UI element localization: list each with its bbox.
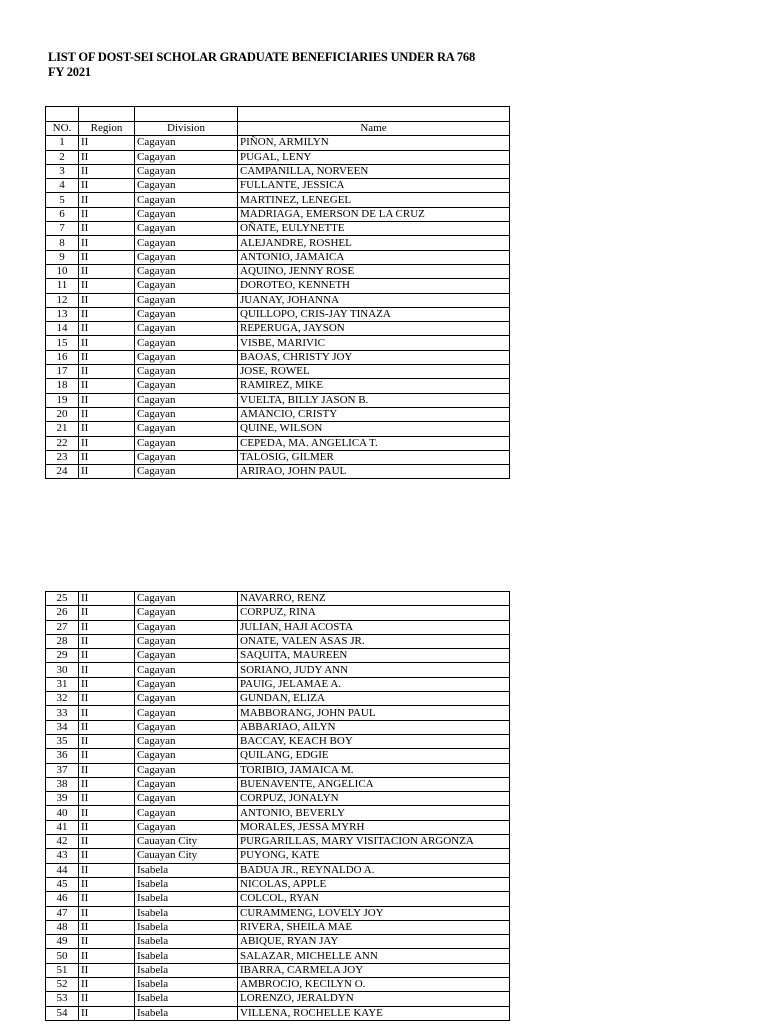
table-row bbox=[46, 863, 510, 877]
row-name: JUANAY, JOHANNA bbox=[238, 293, 510, 307]
row-division: Isabela bbox=[135, 906, 238, 920]
row-name: LORENZO, JERALDYN bbox=[238, 992, 510, 1006]
row-region: II bbox=[79, 663, 135, 677]
table-row bbox=[46, 222, 510, 236]
row-region: II bbox=[79, 1006, 135, 1020]
row-division: Cauayan City bbox=[135, 835, 238, 849]
row-region: II bbox=[79, 465, 135, 479]
row-no: 51 bbox=[46, 963, 79, 977]
row-division: Cagayan bbox=[135, 749, 238, 763]
row-region: II bbox=[79, 592, 135, 606]
row-region: II bbox=[79, 620, 135, 634]
table-row bbox=[46, 849, 510, 863]
row-name: NAVARRO, RENZ bbox=[238, 592, 510, 606]
document-title bbox=[48, 50, 475, 79]
row-division: Cagayan bbox=[135, 649, 238, 663]
table-blank-row bbox=[46, 107, 510, 122]
row-region: II bbox=[79, 992, 135, 1006]
row-region: II bbox=[79, 978, 135, 992]
row-name: BAOAS, CHRISTY JOY bbox=[238, 350, 510, 364]
row-no: 6 bbox=[46, 207, 79, 221]
header-region: Region bbox=[79, 122, 135, 136]
row-no: 7 bbox=[46, 222, 79, 236]
row-name: COLCOL, RYAN bbox=[238, 892, 510, 906]
row-division: Cagayan bbox=[135, 734, 238, 748]
table-row bbox=[46, 706, 510, 720]
row-name: AMANCIO, CRISTY bbox=[238, 407, 510, 421]
table-row bbox=[46, 207, 510, 221]
row-region: II bbox=[79, 720, 135, 734]
row-division: Cagayan bbox=[135, 777, 238, 791]
row-name: CEPEDA, MA. ANGELICA T. bbox=[238, 436, 510, 450]
row-no: 26 bbox=[46, 606, 79, 620]
table-row bbox=[46, 763, 510, 777]
row-division: Cagayan bbox=[135, 792, 238, 806]
row-region: II bbox=[79, 379, 135, 393]
row-no: 1 bbox=[46, 136, 79, 150]
row-no: 16 bbox=[46, 350, 79, 364]
table-row bbox=[46, 136, 510, 150]
table-row bbox=[46, 978, 510, 992]
row-division: Cagayan bbox=[135, 150, 238, 164]
row-region: II bbox=[79, 250, 135, 264]
row-division: Cagayan bbox=[135, 322, 238, 336]
beneficiaries-table-part-2 bbox=[45, 591, 510, 1021]
table-row bbox=[46, 307, 510, 321]
table-row bbox=[46, 677, 510, 691]
table-row bbox=[46, 734, 510, 748]
row-division: Cagayan bbox=[135, 379, 238, 393]
row-division: Cagayan bbox=[135, 136, 238, 150]
row-name: ARIRAO, JOHN PAUL bbox=[238, 465, 510, 479]
row-no: 41 bbox=[46, 820, 79, 834]
row-no: 27 bbox=[46, 620, 79, 634]
row-division: Cagayan bbox=[135, 592, 238, 606]
row-region: II bbox=[79, 422, 135, 436]
row-no: 4 bbox=[46, 179, 79, 193]
table-row bbox=[46, 393, 510, 407]
row-no: 34 bbox=[46, 720, 79, 734]
row-no: 25 bbox=[46, 592, 79, 606]
row-no: 37 bbox=[46, 763, 79, 777]
row-division: Cagayan bbox=[135, 250, 238, 264]
row-name: RAMIREZ, MIKE bbox=[238, 379, 510, 393]
row-region: II bbox=[79, 606, 135, 620]
row-no: 8 bbox=[46, 236, 79, 250]
row-no: 22 bbox=[46, 436, 79, 450]
row-region: II bbox=[79, 692, 135, 706]
table-row bbox=[46, 336, 510, 350]
row-region: II bbox=[79, 706, 135, 720]
row-region: II bbox=[79, 393, 135, 407]
row-name: BADUA JR., REYNALDO A. bbox=[238, 863, 510, 877]
row-region: II bbox=[79, 849, 135, 863]
row-no: 9 bbox=[46, 250, 79, 264]
row-name: ONATE, VALEN ASAS JR. bbox=[238, 634, 510, 648]
row-region: II bbox=[79, 806, 135, 820]
row-region: II bbox=[79, 193, 135, 207]
table-row bbox=[46, 806, 510, 820]
table-row bbox=[46, 592, 510, 606]
row-division: Cagayan bbox=[135, 207, 238, 221]
row-region: II bbox=[79, 820, 135, 834]
row-no: 52 bbox=[46, 978, 79, 992]
row-name: CAMPANILLA, NORVEEN bbox=[238, 164, 510, 178]
row-region: II bbox=[79, 649, 135, 663]
row-no: 18 bbox=[46, 379, 79, 393]
row-no: 32 bbox=[46, 692, 79, 706]
row-region: II bbox=[79, 236, 135, 250]
table-row bbox=[46, 422, 510, 436]
row-no: 23 bbox=[46, 450, 79, 464]
row-no: 2 bbox=[46, 150, 79, 164]
row-name: OÑATE, EULYNETTE bbox=[238, 222, 510, 236]
row-region: II bbox=[79, 336, 135, 350]
row-name: RIVERA, SHEILA MAE bbox=[238, 920, 510, 934]
row-division: Isabela bbox=[135, 920, 238, 934]
row-name: TORIBIO, JAMAICA M. bbox=[238, 763, 510, 777]
row-division: Cagayan bbox=[135, 677, 238, 691]
row-name: PUGAL, LENY bbox=[238, 150, 510, 164]
row-region: II bbox=[79, 264, 135, 278]
row-name: ABBARIAO, AILYN bbox=[238, 720, 510, 734]
table-row bbox=[46, 663, 510, 677]
row-no: 11 bbox=[46, 279, 79, 293]
row-name: CURAMMENG, LOVELY JOY bbox=[238, 906, 510, 920]
table-row bbox=[46, 250, 510, 264]
row-no: 43 bbox=[46, 849, 79, 863]
row-region: II bbox=[79, 949, 135, 963]
table-row bbox=[46, 634, 510, 648]
table-row bbox=[46, 649, 510, 663]
row-name: MADRIAGA, EMERSON DE LA CRUZ bbox=[238, 207, 510, 221]
row-division: Isabela bbox=[135, 877, 238, 891]
row-name: BUENAVENTE, ANGELICA bbox=[238, 777, 510, 791]
row-no: 39 bbox=[46, 792, 79, 806]
row-division: Cagayan bbox=[135, 164, 238, 178]
row-no: 15 bbox=[46, 336, 79, 350]
row-no: 21 bbox=[46, 422, 79, 436]
row-division: Cagayan bbox=[135, 407, 238, 421]
row-name: GUNDAN, ELIZA bbox=[238, 692, 510, 706]
row-no: 19 bbox=[46, 393, 79, 407]
row-division: Isabela bbox=[135, 963, 238, 977]
row-name: VISBE, MARIVIC bbox=[238, 336, 510, 350]
row-division: Cagayan bbox=[135, 179, 238, 193]
row-region: II bbox=[79, 935, 135, 949]
row-region: II bbox=[79, 279, 135, 293]
table-row bbox=[46, 935, 510, 949]
table-row bbox=[46, 749, 510, 763]
row-division: Cagayan bbox=[135, 663, 238, 677]
row-region: II bbox=[79, 307, 135, 321]
row-region: II bbox=[79, 863, 135, 877]
table-row bbox=[46, 450, 510, 464]
row-name: SORIANO, JUDY ANN bbox=[238, 663, 510, 677]
row-name: ABIQUE, RYAN JAY bbox=[238, 935, 510, 949]
row-no: 20 bbox=[46, 407, 79, 421]
row-division: Cauayan City bbox=[135, 849, 238, 863]
row-division: Cagayan bbox=[135, 336, 238, 350]
row-no: 13 bbox=[46, 307, 79, 321]
table-row bbox=[46, 720, 510, 734]
row-name: PURGARILLAS, MARY VISITACION ARGONZA bbox=[238, 835, 510, 849]
row-no: 53 bbox=[46, 992, 79, 1006]
table-row bbox=[46, 949, 510, 963]
header-name: Name bbox=[238, 122, 510, 136]
row-division: Isabela bbox=[135, 863, 238, 877]
header-no: NO. bbox=[46, 122, 79, 136]
row-division: Cagayan bbox=[135, 422, 238, 436]
row-no: 31 bbox=[46, 677, 79, 691]
row-name: CORPUZ, JONALYN bbox=[238, 792, 510, 806]
row-region: II bbox=[79, 150, 135, 164]
beneficiaries-table-part-1 bbox=[45, 106, 510, 479]
table-row bbox=[46, 465, 510, 479]
row-no: 3 bbox=[46, 164, 79, 178]
row-name: QUILLOPO, CRIS-JAY TINAZA bbox=[238, 307, 510, 321]
table-row bbox=[46, 906, 510, 920]
row-division: Cagayan bbox=[135, 692, 238, 706]
table-row bbox=[46, 777, 510, 791]
row-no: 38 bbox=[46, 777, 79, 791]
table-row bbox=[46, 620, 510, 634]
row-region: II bbox=[79, 365, 135, 379]
row-division: Isabela bbox=[135, 978, 238, 992]
row-no: 36 bbox=[46, 749, 79, 763]
row-division: Cagayan bbox=[135, 620, 238, 634]
table-row bbox=[46, 279, 510, 293]
title-line-1: LIST OF DOST-SEI SCHOLAR GRADUATE BENEFICIARIES UNDER RA 768 bbox=[48, 50, 475, 64]
row-region: II bbox=[79, 322, 135, 336]
row-name: PIÑON, ARMILYN bbox=[238, 136, 510, 150]
row-name: AMBROCIO, KECILYN O. bbox=[238, 978, 510, 992]
row-name: VUELTA, BILLY JASON B. bbox=[238, 393, 510, 407]
row-no: 24 bbox=[46, 465, 79, 479]
table-row bbox=[46, 150, 510, 164]
row-division: Cagayan bbox=[135, 365, 238, 379]
row-name: QUILANG, EDGIE bbox=[238, 749, 510, 763]
row-division: Cagayan bbox=[135, 806, 238, 820]
row-division: Cagayan bbox=[135, 222, 238, 236]
table-row bbox=[46, 379, 510, 393]
table-row bbox=[46, 322, 510, 336]
row-no: 40 bbox=[46, 806, 79, 820]
row-name: MARTINEZ, LENEGEL bbox=[238, 193, 510, 207]
row-division: Cagayan bbox=[135, 350, 238, 364]
row-region: II bbox=[79, 179, 135, 193]
table-header-row bbox=[46, 122, 510, 136]
row-division: Cagayan bbox=[135, 720, 238, 734]
row-region: II bbox=[79, 634, 135, 648]
row-no: 30 bbox=[46, 663, 79, 677]
table-row bbox=[46, 992, 510, 1006]
row-region: II bbox=[79, 792, 135, 806]
table-row bbox=[46, 179, 510, 193]
table-row bbox=[46, 877, 510, 891]
row-no: 5 bbox=[46, 193, 79, 207]
row-no: 14 bbox=[46, 322, 79, 336]
row-division: Cagayan bbox=[135, 436, 238, 450]
row-no: 12 bbox=[46, 293, 79, 307]
row-name: BACCAY, KEACH BOY bbox=[238, 734, 510, 748]
row-region: II bbox=[79, 293, 135, 307]
table-row bbox=[46, 407, 510, 421]
row-name: MABBORANG, JOHN PAUL bbox=[238, 706, 510, 720]
row-division: Cagayan bbox=[135, 450, 238, 464]
row-region: II bbox=[79, 892, 135, 906]
table-row bbox=[46, 293, 510, 307]
table-row bbox=[46, 963, 510, 977]
row-region: II bbox=[79, 222, 135, 236]
row-no: 46 bbox=[46, 892, 79, 906]
row-division: Cagayan bbox=[135, 264, 238, 278]
table-row bbox=[46, 264, 510, 278]
row-no: 50 bbox=[46, 949, 79, 963]
row-no: 44 bbox=[46, 863, 79, 877]
title-line-2: FY 2021 bbox=[48, 64, 91, 79]
row-division: Cagayan bbox=[135, 465, 238, 479]
row-division: Cagayan bbox=[135, 279, 238, 293]
row-region: II bbox=[79, 164, 135, 178]
row-region: II bbox=[79, 450, 135, 464]
table-row bbox=[46, 820, 510, 834]
row-region: II bbox=[79, 734, 135, 748]
table-row bbox=[46, 792, 510, 806]
row-name: SALAZAR, MICHELLE ANN bbox=[238, 949, 510, 963]
row-name: TALOSIG, GILMER bbox=[238, 450, 510, 464]
row-division: Cagayan bbox=[135, 236, 238, 250]
row-division: Cagayan bbox=[135, 307, 238, 321]
row-name: REPERUGA, JAYSON bbox=[238, 322, 510, 336]
row-name: ANTONIO, JAMAICA bbox=[238, 250, 510, 264]
row-name: VILLENA, ROCHELLE KAYE bbox=[238, 1006, 510, 1020]
row-division: Isabela bbox=[135, 935, 238, 949]
row-name: CORPUZ, RINA bbox=[238, 606, 510, 620]
row-region: II bbox=[79, 906, 135, 920]
row-region: II bbox=[79, 436, 135, 450]
row-no: 42 bbox=[46, 835, 79, 849]
row-name: JOSE, ROWEL bbox=[238, 365, 510, 379]
row-name: IBARRA, CARMELA JOY bbox=[238, 963, 510, 977]
table-row bbox=[46, 164, 510, 178]
row-name: PUYONG, KATE bbox=[238, 849, 510, 863]
row-region: II bbox=[79, 777, 135, 791]
row-name: JULIAN, HAJI ACOSTA bbox=[238, 620, 510, 634]
row-division: Isabela bbox=[135, 949, 238, 963]
row-name: ANTONIO, BEVERLY bbox=[238, 806, 510, 820]
row-division: Cagayan bbox=[135, 763, 238, 777]
table-row bbox=[46, 692, 510, 706]
row-name: FULLANTE, JESSICA bbox=[238, 179, 510, 193]
row-region: II bbox=[79, 835, 135, 849]
row-region: II bbox=[79, 763, 135, 777]
table-row bbox=[46, 1006, 510, 1020]
table-row bbox=[46, 835, 510, 849]
table-row bbox=[46, 606, 510, 620]
row-no: 47 bbox=[46, 906, 79, 920]
row-name: MORALES, JESSA MYRH bbox=[238, 820, 510, 834]
row-no: 17 bbox=[46, 365, 79, 379]
row-division: Cagayan bbox=[135, 606, 238, 620]
row-region: II bbox=[79, 677, 135, 691]
row-region: II bbox=[79, 407, 135, 421]
row-division: Cagayan bbox=[135, 634, 238, 648]
row-no: 48 bbox=[46, 920, 79, 934]
row-region: II bbox=[79, 207, 135, 221]
row-division: Isabela bbox=[135, 992, 238, 1006]
table-row bbox=[46, 436, 510, 450]
row-no: 45 bbox=[46, 877, 79, 891]
table-row bbox=[46, 350, 510, 364]
table-row bbox=[46, 892, 510, 906]
row-region: II bbox=[79, 136, 135, 150]
row-region: II bbox=[79, 963, 135, 977]
row-region: II bbox=[79, 749, 135, 763]
row-region: II bbox=[79, 350, 135, 364]
header-division: Division bbox=[135, 122, 238, 136]
row-name: NICOLAS, APPLE bbox=[238, 877, 510, 891]
row-no: 29 bbox=[46, 649, 79, 663]
row-division: Cagayan bbox=[135, 706, 238, 720]
table-row bbox=[46, 365, 510, 379]
row-name: DOROTEO, KENNETH bbox=[238, 279, 510, 293]
row-division: Cagayan bbox=[135, 393, 238, 407]
row-no: 35 bbox=[46, 734, 79, 748]
row-name: ALEJANDRE, ROSHEL bbox=[238, 236, 510, 250]
row-division: Cagayan bbox=[135, 820, 238, 834]
row-no: 33 bbox=[46, 706, 79, 720]
row-division: Isabela bbox=[135, 1006, 238, 1020]
row-region: II bbox=[79, 877, 135, 891]
row-name: SAQUITA, MAUREEN bbox=[238, 649, 510, 663]
row-name: AQUINO, JENNY ROSE bbox=[238, 264, 510, 278]
row-division: Cagayan bbox=[135, 193, 238, 207]
row-name: PAUIG, JELAMAE A. bbox=[238, 677, 510, 691]
table-row bbox=[46, 193, 510, 207]
row-division: Cagayan bbox=[135, 293, 238, 307]
table-row bbox=[46, 920, 510, 934]
row-no: 54 bbox=[46, 1006, 79, 1020]
row-no: 10 bbox=[46, 264, 79, 278]
row-region: II bbox=[79, 920, 135, 934]
row-name: QUINE, WILSON bbox=[238, 422, 510, 436]
row-division: Isabela bbox=[135, 892, 238, 906]
row-no: 49 bbox=[46, 935, 79, 949]
row-no: 28 bbox=[46, 634, 79, 648]
table-row bbox=[46, 236, 510, 250]
